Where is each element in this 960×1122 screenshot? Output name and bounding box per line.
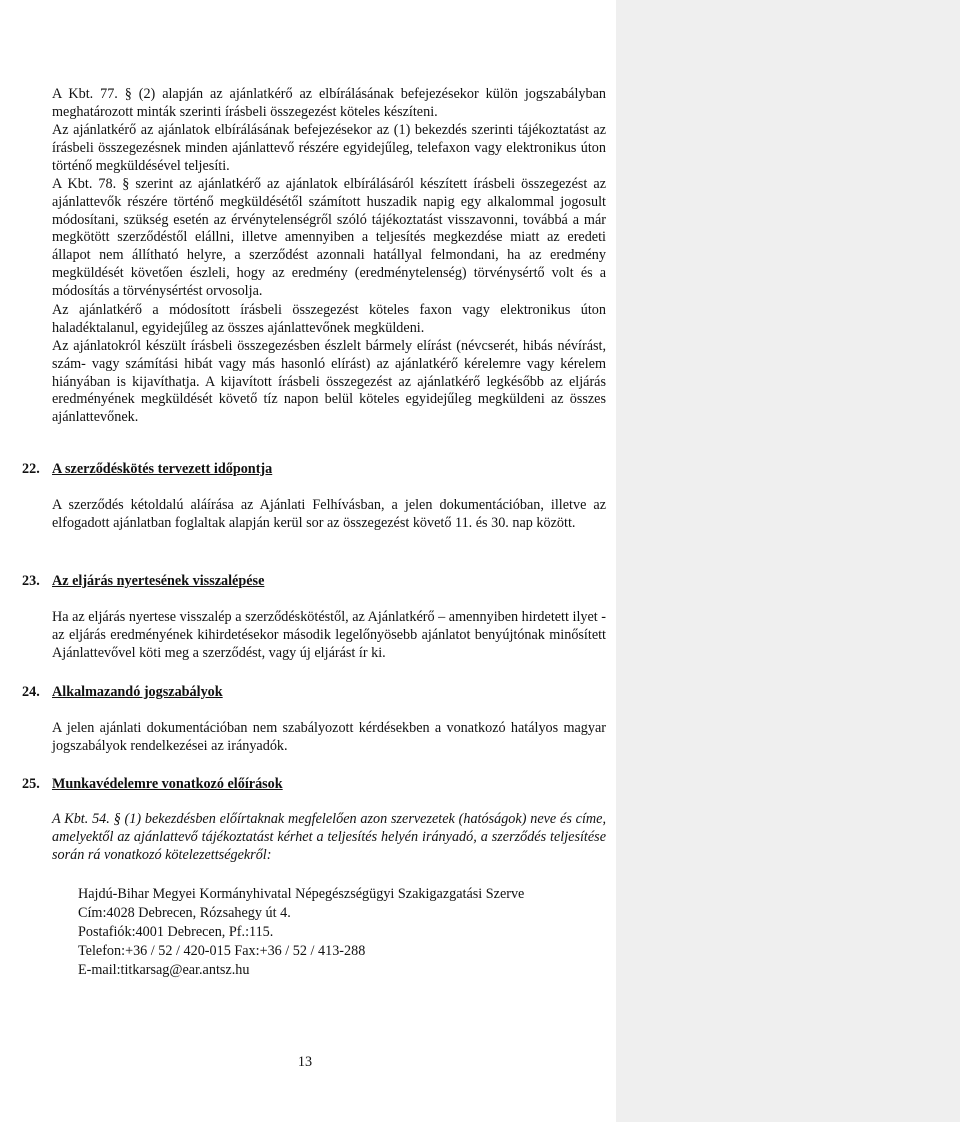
page-number: 13 (297, 1054, 313, 1070)
section-title: Az eljárás nyertesének visszalépése (52, 573, 265, 589)
paragraph-notification: Az ajánlatkérő az ajánlatok elbírálásának befejezésekor az (1) bekezdés szerinti tájékoztatást az írásbeli összegezésnek minden ajánlattevő részére egyidejűleg, telefaxon vagy elektronikus úton történő megküldésével teljesíti. (52, 122, 606, 174)
section-number: 23. (22, 573, 40, 589)
section-heading-22 (22, 460, 602, 478)
margin-panel (616, 0, 960, 1122)
section-body-24: A jelen ajánlati dokumentációban nem szabályozott kérdésekben a vonatkozó hatályos magyar jogszabályok rendelkezései az irányadók. (52, 720, 606, 754)
address-org: Hajdú-Bihar Megyei Kormányhivatal Népegészségügyi Szakigazgatási Szerve (78, 886, 525, 902)
section-title: Alkalmazandó jogszabályok (52, 684, 223, 700)
paragraph-kbt78: A Kbt. 78. § szerint az ajánlatkérő az ajánlatok elbírálásáról készített írásbeli összegezést az ajánlattevők részére történő megküldésétől számított huszadik napig egy alkalommal jogosult módosítani, szükség esetén az érvénytelenségről szóló tájékoztatást visszavonni, továbbá a már megkötött szerződéstől elállni, illetve amennyiben a teljesítés megkezdése miatt az eredeti állapot nem állítható helyre, a szerződést azonnali hatállyal felmondani, ha az eredmény megküldését követően észleli, hogy az eredmény (eredménytelenség) törvénysértő volt és a módosítás a törvénysértést orvosolja. (52, 176, 606, 299)
paragraph-modified-summary: Az ajánlatkérő a módosított írásbeli összegezést köteles faxon vagy elektronikus úton haladéktalanul, egyidejűleg az összes ajánlattevőnek megküldeni. (52, 302, 606, 336)
section-heading-25 (22, 775, 602, 793)
section-title: A szerződéskötés tervezett időpontja (52, 461, 273, 477)
section-heading-23 (22, 572, 602, 590)
address-email: E-mail:titkarsag@ear.antsz.hu (78, 962, 250, 978)
address-po-box: Postafiók:4001 Debrecen, Pf.:115. (78, 924, 274, 940)
section-number: 24. (22, 684, 40, 700)
paragraph-correction: Az ajánlatokról készült írásbeli összegezésben észlelt bármely elírást (névcserét, hibás névírást, szám- vagy számítási hibát vagy más hasonló elírást) az ajánlatkérő kérelemre vagy kérelem hiányában is kijavíthatja. A kijavított írásbeli összegezést az ajánlatkérő legkésőbb az eljárás eredményének megküldését követő tíz napon belül köteles egyidejűleg megküldeni az összes ajánlattevőnek. (52, 338, 606, 426)
section-number: 25. (22, 776, 40, 792)
section-body-23: Ha az eljárás nyertese visszalép a szerződéskötéstől, az Ajánlatkérő – amennyiben hirdetett ilyet - az eljárás eredményének kihirdetésekor második legelőnyösebb ajánlatot benyújtónak minősített Ajánlattevővel köti meg a szerződést, vagy új eljárást ír ki. (52, 609, 606, 661)
address-phone-fax: Telefon:+36 / 52 / 420-015 Fax:+36 / 52 / 413-288 (78, 943, 366, 959)
section-title: Munkavédelemre vonatkozó előírások (52, 776, 283, 792)
paragraph-kbt77: A Kbt. 77. § (2) alapján az ajánlatkérő az elbírálásának befejezésekor külön jogszabályban meghatározott minták szerinti írásbeli összegezést köteles készíteni. (52, 86, 606, 120)
section-heading-24 (22, 683, 602, 701)
section-body-25: A Kbt. 54. § (1) bekezdésben előírtaknak megfelelően azon szervezetek (hatóságok) neve és címe, amelyektől az ajánlattevő tájékoztatást kérhet a teljesítés helyén irányadó, a szerződés teljesítése során rá vonatkozó kötelezettségekről: (52, 811, 606, 863)
section-number: 22. (22, 461, 40, 477)
address-street: Cím:4028 Debrecen, Rózsahegy út 4. (78, 905, 291, 921)
authority-address (78, 885, 598, 980)
section-body-22: A szerződés kétoldalú aláírása az Ajánlati Felhívásban, a jelen dokumentációban, illetve az elfogadott ajánlatban foglaltak alapján kerül sor az összegezést követő 11. és 30. nap között. (52, 497, 606, 531)
